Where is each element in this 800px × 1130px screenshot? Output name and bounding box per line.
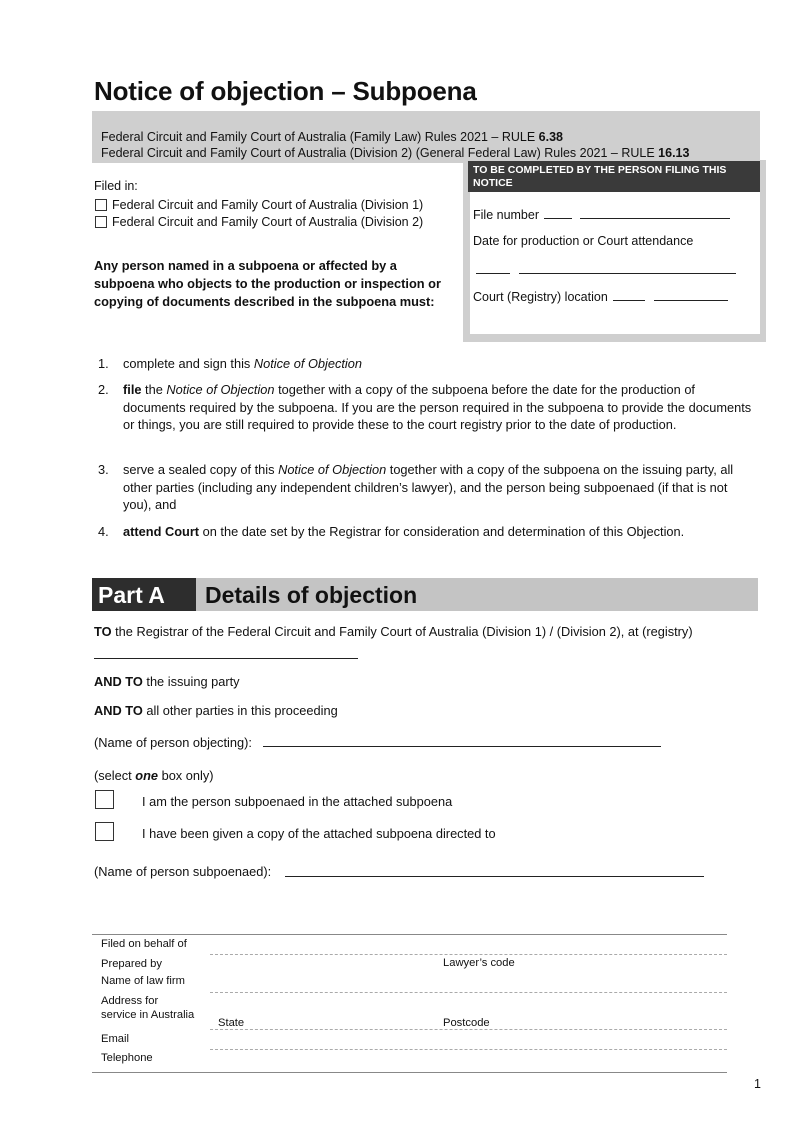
file-number-field[interactable]: File number	[473, 207, 730, 222]
filed-on-behalf-label: Filed on behalf of	[101, 938, 187, 950]
name-objecting-input[interactable]	[263, 746, 661, 747]
telephone-label: Telephone	[101, 1052, 153, 1064]
to-registrar-line: TO the Registrar of the Federal Circuit and Family Court of Australia (Division 1) / (Division 2), at (registry)	[94, 624, 693, 639]
step-4: 4. attend Court on the date set by the Registrar for consideration and determination of this Objection.	[98, 524, 685, 539]
option-subpoenaed-checkbox[interactable]	[95, 790, 114, 809]
registry-location-field[interactable]: Court (Registry) location	[473, 289, 728, 304]
checkbox[interactable]	[95, 199, 107, 211]
step-2: 2. file the Notice of Objection together with a copy of the subpoena before the date for the production of documents required by the subpoena. If you are the person required in the subpoena to provide the documents or things, you are still required to provide these to the court registry prior to the date of production.	[98, 382, 752, 432]
filed-on-behalf-input[interactable]	[210, 954, 727, 955]
email-input[interactable]	[210, 1049, 727, 1050]
postcode-label: Postcode	[443, 1017, 490, 1029]
name-subpoenaed-input[interactable]	[285, 876, 704, 877]
rules-line-2: Federal Circuit and Family Court of Australia (Division 2) (General Federal Law) Rules 2021 – RULE 16.13	[101, 146, 690, 160]
page-title: Notice of objection – Subpoena	[94, 76, 477, 106]
option-copy-label: I have been given a copy of the attached subpoena directed to	[142, 826, 496, 841]
part-a-label: Part A	[92, 578, 196, 611]
rules-line-1: Federal Circuit and Family Court of Australia (Family Law) Rules 2021 – RULE 6.38	[101, 130, 564, 144]
prepared-by-label: Prepared by	[101, 958, 162, 970]
step-1: 1. complete and sign this Notice of Objection	[98, 356, 363, 371]
step-3: 3. serve a sealed copy of this Notice of Objection together with a copy of the subpoena on the issuing party, all other parties (including any independent children’s lawyer), and the person being subpoenaed (if that is not you), and	[98, 462, 734, 512]
footer-top-rule	[92, 934, 727, 935]
select-instruction: (select one box only)	[94, 768, 214, 783]
address-input[interactable]	[210, 1029, 727, 1030]
email-label: Email	[101, 1033, 129, 1045]
footer-bottom-rule	[92, 1072, 727, 1073]
checkbox[interactable]	[95, 216, 107, 228]
name-subpoenaed-label: (Name of person subpoenaed):	[94, 864, 272, 879]
state-label: State	[218, 1017, 245, 1029]
page-number: 1	[754, 1077, 761, 1091]
filed-in-option-division-1[interactable]: Federal Circuit and Family Court of Australia (Division 1)	[95, 198, 423, 212]
date-label: Date for production or Court attendance	[473, 234, 694, 248]
intro-text: Any person named in a subpoena or affected by a subpoena who objects to the production or inspection or copying of documents described in the subpoena must:	[94, 258, 441, 309]
and-to-issuing-party: AND TO the issuing party	[94, 674, 240, 689]
address-label-1: Address for	[101, 995, 159, 1007]
law-firm-input[interactable]	[210, 992, 727, 993]
lawyers-code-label: Lawyer’s code	[443, 957, 515, 969]
filed-in-option-division-2[interactable]: Federal Circuit and Family Court of Australia (Division 2)	[95, 215, 423, 229]
option-subpoenaed-label: I am the person subpoenaed in the attached subpoena	[142, 794, 453, 809]
and-to-other-parties: AND TO all other parties in this proceeding	[94, 703, 338, 718]
registry-input-line[interactable]	[94, 658, 358, 659]
part-a-title: Details of objection	[205, 582, 418, 608]
filed-in-label: Filed in:	[94, 179, 138, 193]
law-firm-label: Name of law firm	[101, 975, 185, 987]
date-field[interactable]	[473, 262, 736, 277]
name-objecting-label: (Name of person objecting):	[94, 735, 252, 750]
address-label-2: service in Australia	[101, 1009, 195, 1021]
filing-panel-heading: TO BE COMPLETED BY THE PERSON FILING THIS NOTICE	[468, 161, 760, 192]
option-copy-checkbox[interactable]	[95, 822, 114, 841]
